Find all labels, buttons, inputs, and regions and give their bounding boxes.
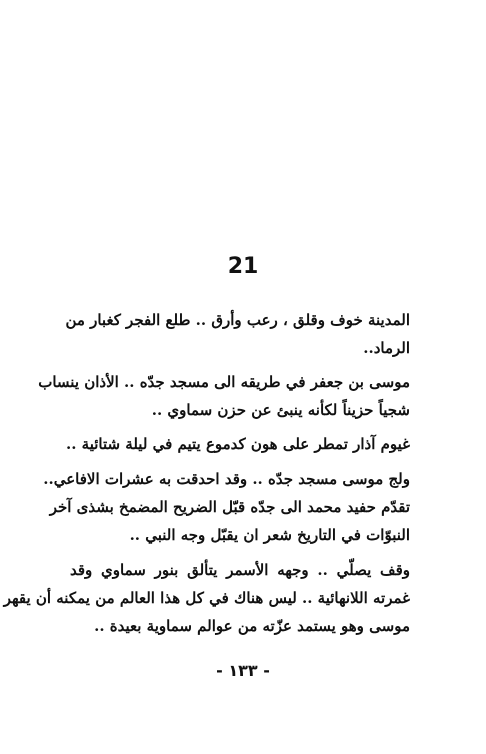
paragraph-1	[65, 306, 410, 362]
paragraph-line: شجياً حزيناً لكأنه ينبئ عن حزن سماوي ..	[151, 401, 410, 419]
paragraph-line: موسى وهو يستمد عزّته من عوالم سماوية بعيدة ..	[94, 617, 410, 635]
paragraph-line: وقف يصلّي .. وجهه الأسمر يتألق بنور سماوي وقد	[70, 561, 410, 579]
paragraph-line: المدينة خوف وقلق ، رعب وأرق .. طلع الفجر كغبار من	[65, 311, 410, 329]
paragraph-line: غمرته اللانهائية .. ليس هناك في كل هذا العالم من يمكنه أن يقهر	[3, 589, 410, 607]
paragraph-2	[38, 368, 410, 424]
page-number: - ١٣٣ -	[216, 661, 270, 680]
paragraph-line: ولج موسى مسجد جدّه .. وقد احدقت به عشرات الافاعي..	[43, 470, 410, 488]
chapter-number: 21	[227, 254, 259, 279]
paragraph-line: النبوّات في التاريخ شعر ان يقبّل وجه النبي ..	[129, 526, 410, 544]
paragraph-line: الرماد..	[363, 339, 410, 357]
paragraph-line: موسى بن جعفر في طريقه الى مسجد جدّه .. الأذان ينساب	[38, 373, 410, 391]
paragraph-3	[66, 430, 410, 458]
paragraph-line: تقدّم حفيد محمد الى جدّه قبّل الضريح المضمخ بشذى آخر	[49, 498, 410, 516]
paragraph-line: غيوم آذار تمطر على هون كدموع يتيم في ليلة شتائية ..	[66, 435, 410, 453]
paragraph-5	[3, 556, 410, 640]
paragraph-4	[43, 465, 410, 549]
